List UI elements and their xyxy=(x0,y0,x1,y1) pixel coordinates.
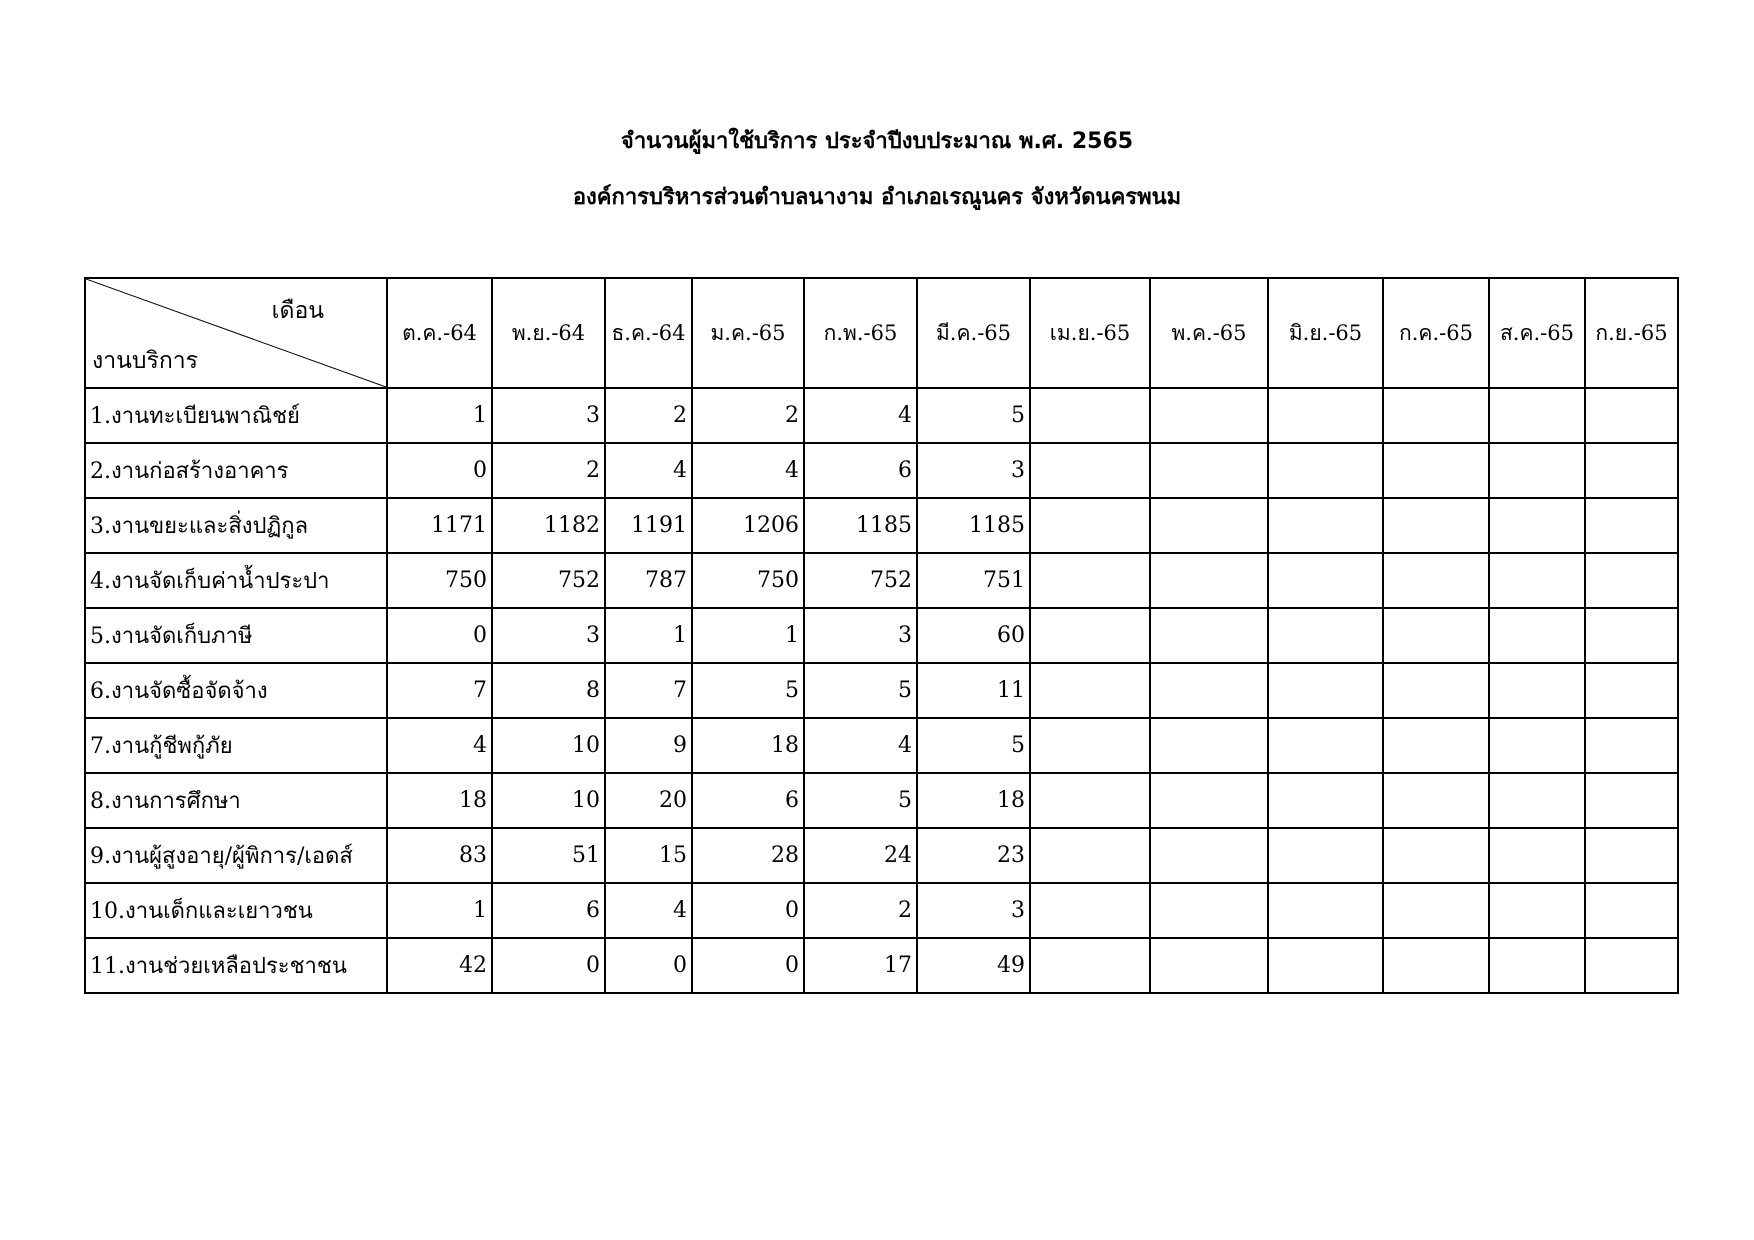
service-name-cell: 1.งานทะเบียนพาณิชย์ xyxy=(85,388,387,443)
count-cell: 6 xyxy=(492,883,605,938)
count-cell: 0 xyxy=(692,883,804,938)
service-name-cell: 5.งานจัดเก็บภาษี xyxy=(85,608,387,663)
count-cell: 750 xyxy=(387,553,492,608)
month-header: มี.ค.-65 xyxy=(917,278,1030,388)
count-cell xyxy=(1383,553,1489,608)
count-cell xyxy=(1489,663,1585,718)
organization-subtitle: องค์การบริหารส่วนตำบลนางาม อำเภอเรณูนคร จังหวัดนครพนม xyxy=(572,185,1182,210)
count-cell xyxy=(1383,608,1489,663)
count-cell: 1185 xyxy=(917,498,1030,553)
table-row xyxy=(85,718,1678,773)
count-cell xyxy=(1150,938,1268,993)
table-row xyxy=(85,608,1678,663)
count-cell: 1 xyxy=(692,608,804,663)
count-cell xyxy=(1268,608,1383,663)
count-cell xyxy=(1030,443,1150,498)
month-axis-label: เดือน xyxy=(271,298,324,324)
service-name-cell: 3.งานขยะและสิ่งปฏิกูล xyxy=(85,498,387,553)
count-cell: 5 xyxy=(804,773,917,828)
count-cell xyxy=(1268,553,1383,608)
count-cell: 17 xyxy=(804,938,917,993)
count-cell xyxy=(1030,388,1150,443)
count-cell: 2 xyxy=(605,388,692,443)
count-cell xyxy=(1585,718,1678,773)
count-cell xyxy=(1030,828,1150,883)
count-cell: 1191 xyxy=(605,498,692,553)
count-cell: 28 xyxy=(692,828,804,883)
count-cell: 42 xyxy=(387,938,492,993)
count-cell xyxy=(1030,883,1150,938)
count-cell xyxy=(1585,608,1678,663)
month-header: ส.ค.-65 xyxy=(1489,278,1585,388)
count-cell xyxy=(1150,718,1268,773)
count-cell xyxy=(1585,828,1678,883)
count-cell xyxy=(1030,718,1150,773)
count-cell xyxy=(1150,443,1268,498)
table-row xyxy=(85,443,1678,498)
count-cell xyxy=(1268,718,1383,773)
service-name-cell: 11.งานช่วยเหลือประชาชน xyxy=(85,938,387,993)
count-cell: 6 xyxy=(692,773,804,828)
count-cell xyxy=(1489,443,1585,498)
count-cell xyxy=(1585,443,1678,498)
month-header: ก.ค.-65 xyxy=(1383,278,1489,388)
count-cell xyxy=(1030,773,1150,828)
count-cell xyxy=(1383,938,1489,993)
count-cell: 9 xyxy=(605,718,692,773)
count-cell: 4 xyxy=(605,443,692,498)
count-cell xyxy=(1268,828,1383,883)
count-cell xyxy=(1150,608,1268,663)
count-cell: 51 xyxy=(492,828,605,883)
service-name-cell: 7.งานกู้ชีพกู้ภัย xyxy=(85,718,387,773)
count-cell: 18 xyxy=(692,718,804,773)
count-cell: 3 xyxy=(804,608,917,663)
count-cell: 787 xyxy=(605,553,692,608)
count-cell: 5 xyxy=(917,718,1030,773)
count-cell xyxy=(1268,498,1383,553)
count-cell xyxy=(1383,883,1489,938)
count-cell: 23 xyxy=(917,828,1030,883)
count-cell xyxy=(1383,773,1489,828)
count-cell: 4 xyxy=(804,388,917,443)
count-cell: 15 xyxy=(605,828,692,883)
count-cell xyxy=(1030,553,1150,608)
count-cell xyxy=(1150,388,1268,443)
count-cell xyxy=(1585,388,1678,443)
month-header: ต.ค.-64 xyxy=(387,278,492,388)
count-cell: 18 xyxy=(387,773,492,828)
count-cell xyxy=(1489,883,1585,938)
service-name-cell: 9.งานผู้สูงอายุ/ผู้พิการ/เอดส์ xyxy=(85,828,387,883)
header-row xyxy=(85,278,1678,388)
count-cell: 750 xyxy=(692,553,804,608)
count-cell xyxy=(1585,553,1678,608)
count-cell: 8 xyxy=(492,663,605,718)
count-cell: 4 xyxy=(387,718,492,773)
count-cell xyxy=(1030,938,1150,993)
count-cell xyxy=(1030,498,1150,553)
service-name-cell: 2.งานก่อสร้างอาคาร xyxy=(85,443,387,498)
count-cell xyxy=(1383,718,1489,773)
count-cell xyxy=(1489,388,1585,443)
service-name-cell: 8.งานการศึกษา xyxy=(85,773,387,828)
table-row xyxy=(85,663,1678,718)
count-cell xyxy=(1383,388,1489,443)
service-name-cell: 6.งานจัดซื้อจัดจ้าง xyxy=(85,663,387,718)
count-cell xyxy=(1268,663,1383,718)
count-cell xyxy=(1150,553,1268,608)
count-cell xyxy=(1268,773,1383,828)
count-cell xyxy=(1383,498,1489,553)
month-header: ก.พ.-65 xyxy=(804,278,917,388)
count-cell: 0 xyxy=(387,443,492,498)
count-cell xyxy=(1585,498,1678,553)
count-cell xyxy=(1383,443,1489,498)
count-cell: 0 xyxy=(692,938,804,993)
count-cell xyxy=(1150,498,1268,553)
table-row xyxy=(85,828,1678,883)
count-cell: 1206 xyxy=(692,498,804,553)
count-cell xyxy=(1489,718,1585,773)
count-cell: 1185 xyxy=(804,498,917,553)
count-cell xyxy=(1150,883,1268,938)
count-cell: 20 xyxy=(605,773,692,828)
count-cell: 10 xyxy=(492,718,605,773)
count-cell: 1171 xyxy=(387,498,492,553)
count-cell xyxy=(1585,663,1678,718)
count-cell xyxy=(1585,773,1678,828)
month-header: พ.ค.-65 xyxy=(1150,278,1268,388)
count-cell: 752 xyxy=(804,553,917,608)
table-row xyxy=(85,553,1678,608)
count-cell xyxy=(1489,498,1585,553)
count-cell: 0 xyxy=(492,938,605,993)
service-axis-label: งานบริการ xyxy=(92,348,199,374)
count-cell xyxy=(1489,553,1585,608)
report-title: จำนวนผู้มาใช้บริการ ประจำปีงบประมาณ พ.ศ. 2565 xyxy=(620,129,1134,154)
count-cell: 751 xyxy=(917,553,1030,608)
count-cell xyxy=(1268,938,1383,993)
month-header: ธ.ค.-64 xyxy=(605,278,692,388)
count-cell xyxy=(1383,663,1489,718)
count-cell: 2 xyxy=(492,443,605,498)
table-row xyxy=(85,773,1678,828)
month-header: พ.ย.-64 xyxy=(492,278,605,388)
count-cell xyxy=(1150,663,1268,718)
count-cell: 60 xyxy=(917,608,1030,663)
count-cell: 1 xyxy=(605,608,692,663)
count-cell: 5 xyxy=(692,663,804,718)
count-cell: 2 xyxy=(692,388,804,443)
count-cell: 83 xyxy=(387,828,492,883)
count-cell: 7 xyxy=(605,663,692,718)
count-cell: 0 xyxy=(387,608,492,663)
table-row xyxy=(85,883,1678,938)
table-body xyxy=(85,388,1678,993)
count-cell: 5 xyxy=(804,663,917,718)
count-cell: 3 xyxy=(492,608,605,663)
count-cell xyxy=(1489,608,1585,663)
count-cell: 5 xyxy=(917,388,1030,443)
count-cell: 10 xyxy=(492,773,605,828)
service-name-cell: 10.งานเด็กและเยาวชน xyxy=(85,883,387,938)
count-cell: 3 xyxy=(492,388,605,443)
count-cell xyxy=(1585,938,1678,993)
service-name-cell: 4.งานจัดเก็บค่าน้ำประปา xyxy=(85,553,387,608)
count-cell: 3 xyxy=(917,443,1030,498)
count-cell: 24 xyxy=(804,828,917,883)
count-cell: 4 xyxy=(804,718,917,773)
count-cell xyxy=(1268,443,1383,498)
table-row xyxy=(85,938,1678,993)
month-header: เม.ย.-65 xyxy=(1030,278,1150,388)
count-cell: 752 xyxy=(492,553,605,608)
count-cell xyxy=(1383,828,1489,883)
count-cell xyxy=(1268,388,1383,443)
count-cell: 1 xyxy=(387,388,492,443)
count-cell: 4 xyxy=(605,883,692,938)
count-cell xyxy=(1585,883,1678,938)
count-cell xyxy=(1268,883,1383,938)
table-row xyxy=(85,388,1678,443)
month-header: มิ.ย.-65 xyxy=(1268,278,1383,388)
count-cell: 0 xyxy=(605,938,692,993)
count-cell xyxy=(1030,608,1150,663)
count-cell: 11 xyxy=(917,663,1030,718)
month-header: ก.ย.-65 xyxy=(1585,278,1678,388)
corner-header-cell xyxy=(85,278,387,388)
count-cell: 18 xyxy=(917,773,1030,828)
count-cell xyxy=(1489,828,1585,883)
count-cell: 1182 xyxy=(492,498,605,553)
service-statistics-table xyxy=(84,277,1679,994)
count-cell xyxy=(1489,938,1585,993)
count-cell: 1 xyxy=(387,883,492,938)
count-cell: 3 xyxy=(917,883,1030,938)
month-header: ม.ค.-65 xyxy=(692,278,804,388)
count-cell xyxy=(1150,828,1268,883)
count-cell xyxy=(1150,773,1268,828)
count-cell xyxy=(1030,663,1150,718)
count-cell: 2 xyxy=(804,883,917,938)
count-cell: 4 xyxy=(692,443,804,498)
table-row xyxy=(85,498,1678,553)
count-cell xyxy=(1489,773,1585,828)
count-cell: 49 xyxy=(917,938,1030,993)
count-cell: 7 xyxy=(387,663,492,718)
count-cell: 6 xyxy=(804,443,917,498)
